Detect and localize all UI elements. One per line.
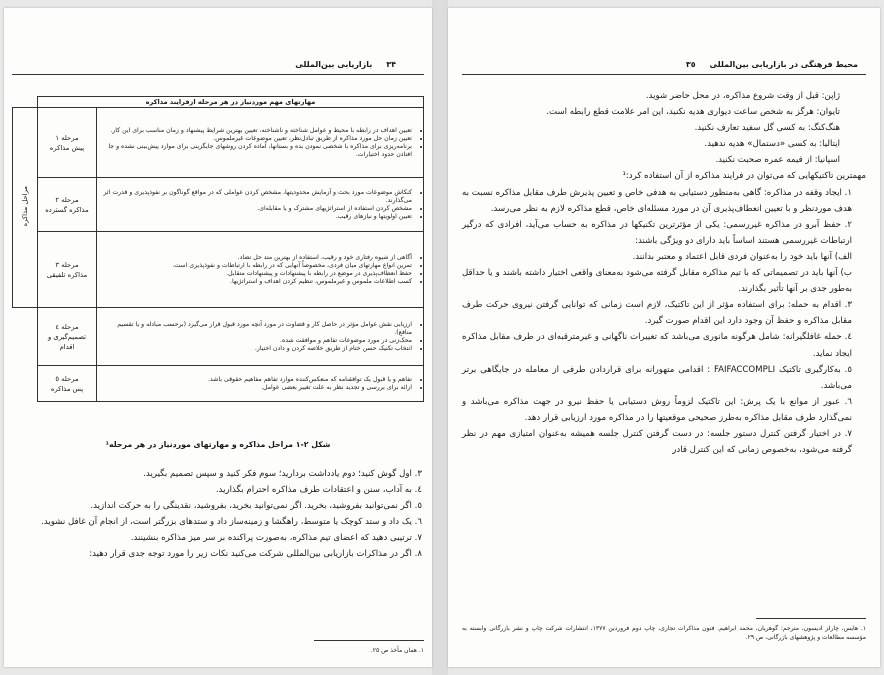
paragraph: ٤. به آداب، سنن و اعتقادات طرف مذاکره احترام بگذارید. (215, 485, 422, 496)
table-item: • تعیین اهداف در رابطه با محیط و عوامل شناخته و ناشناخته، تعیین بهترین شرایط پیشنهاد و زمان مناسب برای این کار. (100, 127, 412, 135)
table-item: • محک‌زنی در مورد موضوعات تفاهم و موافقت شده. (100, 337, 412, 345)
tactic-item: ٤. حمله غافلگیرانه: شامل هرگونه مانوری می‌باشد که تغییرات ناگهانی و غیرمترقبه‌ای در طرف مقابل مذاکره ایجاد نماید. (462, 332, 852, 359)
table-item: • تمرین انواع مهارتهای میان فردی، مخصوصاً آنهایی که در رابطه با ارتباطات و نفوذپذیری است. (100, 262, 412, 270)
side-label-cell (13, 108, 38, 308)
footnote-rule (314, 640, 424, 641)
table-item: • کنکاش موضوعات مورد بحث و آزمایش محدودیتها، مشخص کردن عواملی که در مواقع گوناگون بر نفوذپذیری و قدرت اثر می‌گذارند. (100, 189, 412, 205)
stage-cell (38, 366, 97, 402)
stage-cell (38, 178, 97, 232)
table-item: • مشخص کردن استفاده از استراتژیهای مشترک و یا مقابله‌ای. (100, 205, 412, 213)
stage-cell (38, 108, 97, 178)
table-items-cell (97, 308, 424, 366)
country-line: ایتالیا: به کسی «دستمال» هدیه ندهید. (704, 139, 840, 150)
negotiation-skills-table (12, 96, 424, 402)
left-running-title: بازاریابی بین‌المللی (295, 60, 373, 69)
tactic-item: ب) آنها باید در تصمیماتی که با تیم مذاکره مقابل گرفته می‌شود به‌معنای واقعی اختیار داشته باشند و یا حداقل به‌طور جدی بر آنها تأثیر بگذارند. (462, 268, 852, 295)
tactic-item: ٦. عبور از موانع با یک پرش: این تاکتیک لزوماً روش دستیابی یا حفظ نیرو در جهت مذاکره می‌باشد و نمی‌گذارد طرف مقابل مذاکره به‌طرز صحیحی موقعیتها را در مذاکره مورد ارزیابی قرار دهد. (462, 396, 852, 423)
left-header (295, 60, 396, 69)
intro-line: مهمترین تاکتیکهایی که می‌توان در فرایند مذاکره از آن استفاده کرد:¹ (622, 171, 866, 182)
right-header-rule (462, 74, 866, 75)
country-line: ژاپن: قبل از وقت شروع مذاکره، در محل حاضر شوید. (645, 91, 840, 101)
table-items-cell (97, 232, 424, 308)
paragraph: ٥. اگر نمی‌توانید بفروشید، بخرید. اگر نمی‌توانید بخرید، بفروشید، نقدینگی را به حرکت اندازید. (90, 501, 422, 512)
table-item: • آگاهی از شیوه رفتاری خود و رقیب، استفاده از بهترین متد حل تضاد. (100, 254, 412, 262)
table-item: • تعیین اولویتها و نیازهای رقیب. (100, 213, 412, 221)
table-header: مهارتهای مهم موردنیاز در هر مرحله ازفرایند مذاکره (38, 97, 424, 108)
footnote-rule (756, 618, 866, 619)
stage-label: مرحله ٤ تصمیم‌گیری و اقدام (47, 322, 87, 351)
paragraph: ۷. ترتیبی دهید که اعضای تیم مذاکره، به‌صورت پراکنده بر سر میز مذاکره بنشینند. (130, 533, 422, 544)
right-header (686, 60, 858, 69)
left-body-text (22, 466, 422, 563)
tactic-item: ۳. اقدام به حمله: برای استفاده مؤثر از این تاکتیک، لازم است زمانی که توانایی گرفتن نیروی حرکت طرف مقابل مذاکره و حفظ آن وجود دارد این اقدام صورت گیرد. (462, 300, 852, 327)
table-item: • انتخاب تکنیک حسن ختام از طریق خلاصه کردن و دادن اختیار. (100, 345, 412, 353)
side-label: مراحل مذاکره (21, 185, 29, 227)
table-item: • ارزیابی نقش عوامل مؤثر در حاصل کار و قضاوت در مورد آنچه مورد قبول قرار می‌گیرد (برحسب مبادله و یا تقسیم منافع). (100, 321, 412, 337)
table-items-cell (97, 366, 424, 402)
table-item: • برنامه‌ریزی برای مذاکره با شخصی نمودن بده و بستانها، آماده کردن روشهای جایگزینی برای موارد پیش‌بینی نشده و جا افتادن حدود اختیارات. (100, 143, 412, 159)
tactic-item: ۲. حفظ آبرو در مذاکره غیررسمی: یکی از مؤثرترین تکنیکها در مذاکره به حساب می‌آید، افرادی که درگیر ارتباطات غیررسمی هستند اساساً باید دارای دو ویژگی باشند: (462, 219, 852, 246)
stage-cell (38, 308, 97, 366)
paragraph: ۸. اگر در مذاکرات بازاریابی بین‌المللی شرکت می‌کنید نکات زیر را مورد توجه جدی قرار دهید: (89, 549, 422, 560)
figure-caption: شکل ۲-۱ مراحل مذاکره و مهارتهای موردنیاز در هر مرحله¹ (105, 440, 331, 449)
table-item: • حفظ انعطاف‌پذیری در موضع در رابطه با پیشنهادات و پیشنهادات متقابل. (100, 270, 412, 278)
table-items-cell (97, 178, 424, 232)
paragraph: ۳. اول گوش کنید؛ دوم یادداشت برد‌ارید؛ سوم فکر کنید و سپس تصمیم بگیرید. (143, 469, 422, 479)
paragraph: ٦. یک داد و ستد کوچک یا متوسط، راهگشا و زمینه‌ساز داد و ستدهای بزرگتر است، از انجام آن غافل نشوید. (41, 517, 422, 528)
stage-label: مرحله ۱ پیش مذاکره (49, 133, 85, 152)
right-running-title: محیط فرهنگی در بازاریابی بین‌المللی (709, 60, 858, 69)
country-line: هنگ‌کنگ: به کسی گل سفید تعارف نکنید. (694, 123, 840, 134)
stage-label: مرحله ٥ پس مذاکره (50, 374, 84, 393)
left-page-number: ۳۴ (386, 60, 396, 69)
table-items-cell (97, 108, 424, 178)
left-header-rule (12, 74, 424, 75)
right-page-number: ۳٥ (685, 60, 696, 69)
left-page (4, 8, 432, 667)
table-item: • کسب اطلاعات ملموس و غیرملموس، تنظیم کردن اهداف و استراتژیها. (100, 278, 412, 286)
book-gutter (432, 0, 448, 675)
right-footnote: ۱. هایس، چارلز ادیسون، مترجم: گوهریان، محمد ابراهیم. فنون مذاکرات تجاری، چاپ دوم فروردین ۱۳۷۷، انتشارات شرکت چاپ و نشر بازرگانی وابسته به مؤسسه مطالعات و پژوهشهای بازرگانی، ص ۲۹. (462, 625, 866, 641)
stage-label: مرحله ۳ مذاکره تلفیقی (46, 260, 88, 279)
tactic-item: ٥. به‌کارگیری تاکتیک FAIFACCOMPLI : اقدامی متهورانه برای قراردادن طرفی از معامله در جایگاهی برتر می‌باشد. (462, 364, 853, 391)
right-body-text (462, 88, 866, 458)
stage-cell (38, 232, 97, 308)
table-item: • تفاهم و یا قبول یک توافقنامه که منعکس‌کننده موارد تفاهم مفاهیم حقوقی باشد. (100, 376, 412, 384)
table-item: • تعیین زمان حل مورد مذاکره از طریق تبادل‌نظر، تعیین موضوعات غیرملموس. (100, 135, 412, 143)
right-page (448, 8, 880, 667)
country-line: اسپانیا: از قیمه عمره صحبت نکنید. (715, 155, 840, 166)
tactic-item: ۷. در اختیار گرفتن کنترل دستور جلسه: در دست گرفتن کنترل جلسه همیشه به‌عنوان امتیازی مهم در نظر گرفته می‌شود، به‌خصوص زمانی که این کنترل قادر (462, 428, 852, 456)
country-line: تایوان: هرگز به شخص ساعت دیواری هدیه نکنید، این امر علامت قطع رابطه است. (546, 107, 840, 118)
tactic-item: ۱. ایجاد وقفه در مذاکره: گاهی به‌منظور دستیابی به هدفی خاص و تعیین پذیرش طرف مقابل مذاکره نسبت به هدف موردنظر و با تعیین انعطاف‌پذیری آن در مورد مسئله‌ای خاص، قطع مذاکره لازم به نظر می‌رسد. (462, 187, 852, 214)
stage-label: مرحله ۲ مذاکره گسترده (45, 195, 89, 214)
tactic-item: الف) آنها باید خود را به‌عنوان فردی قابل اعتماد و معتبر بدانند. (632, 251, 852, 262)
table-item: • ارائه برای بررسی و تجدید نظر به علت تغییر بعضی عوامل. (100, 384, 412, 392)
left-footnote: ۱. همان مأخذ ص ۲٥. (370, 647, 424, 654)
